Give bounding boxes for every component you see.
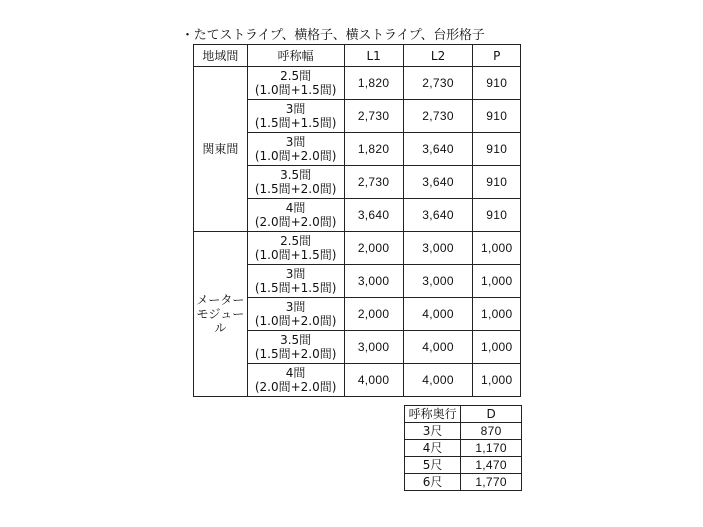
- depth-d-cell: 870: [461, 423, 522, 440]
- nominal-width: 3間: [285, 135, 306, 149]
- header-d: D: [461, 406, 522, 423]
- l2-cell: 4,000: [403, 331, 473, 364]
- nominal-depth-cell: 3尺: [405, 423, 461, 440]
- region-label: モジュール: [196, 307, 245, 335]
- l1-cell: 2,730: [344, 166, 403, 199]
- depth-table: [404, 405, 522, 491]
- l2-cell: 3,640: [403, 199, 473, 232]
- nominal-width-cell: [247, 133, 344, 166]
- header-region: 地域間: [194, 45, 248, 67]
- nominal-width: 3間: [285, 300, 306, 314]
- table-row: [194, 232, 521, 265]
- header-nominal-width: 呼称幅: [247, 45, 344, 67]
- nominal-depth-cell: 6尺: [405, 474, 461, 491]
- l1-cell: 2,000: [344, 298, 403, 331]
- nominal-width: 2.5間: [280, 234, 312, 248]
- region-label: メーター: [196, 293, 245, 307]
- header-l2: L2: [403, 45, 473, 67]
- width-breakdown: (1.5間+2.0間): [254, 182, 337, 196]
- p-cell: 1,000: [473, 298, 521, 331]
- dimension-table: [193, 44, 521, 397]
- nominal-width-cell: [247, 100, 344, 133]
- width-breakdown: (1.5間+1.5間): [254, 116, 337, 130]
- depth-row: [405, 423, 522, 440]
- l2-cell: 3,000: [403, 265, 473, 298]
- nominal-width: 4間: [285, 366, 306, 380]
- nominal-width-cell: [247, 298, 344, 331]
- header-nominal-depth: 呼称奥行: [405, 406, 461, 423]
- nominal-width: 3.5間: [280, 333, 312, 347]
- nominal-width-cell: [247, 199, 344, 232]
- nominal-depth-cell: 4尺: [405, 440, 461, 457]
- l2-cell: 4,000: [403, 364, 473, 397]
- nominal-width-cell: [247, 67, 344, 100]
- width-breakdown: (1.5間+1.5間): [254, 281, 337, 295]
- depth-d-cell: 1,170: [461, 440, 522, 457]
- p-cell: 1,000: [473, 232, 521, 265]
- l2-cell: 3,000: [403, 232, 473, 265]
- nominal-depth-cell: 5尺: [405, 457, 461, 474]
- width-breakdown: (2.0間+2.0間): [254, 215, 337, 229]
- nominal-width: 3間: [285, 267, 306, 281]
- l2-cell: 2,730: [403, 67, 473, 100]
- nominal-width-cell: [247, 265, 344, 298]
- l2-cell: 3,640: [403, 133, 473, 166]
- width-breakdown: (1.0間+1.5間): [254, 248, 337, 262]
- depth-row: [405, 440, 522, 457]
- l1-cell: 3,640: [344, 199, 403, 232]
- l2-cell: 4,000: [403, 298, 473, 331]
- l1-cell: 2,000: [344, 232, 403, 265]
- dimension-table-body: [194, 67, 521, 397]
- l2-cell: 3,640: [403, 166, 473, 199]
- nominal-width-cell: [247, 364, 344, 397]
- width-breakdown: (1.0間+2.0間): [254, 149, 337, 163]
- l2-cell: 2,730: [403, 100, 473, 133]
- nominal-width: 4間: [285, 201, 306, 215]
- depth-header-row: [405, 406, 522, 423]
- table-header-row: [194, 45, 521, 67]
- depth-row: [405, 474, 522, 491]
- region-label: 関東間: [202, 142, 239, 156]
- p-cell: 910: [473, 166, 521, 199]
- p-cell: 910: [473, 100, 521, 133]
- depth-d-cell: 1,770: [461, 474, 522, 491]
- nominal-width: 3間: [285, 102, 306, 116]
- width-breakdown: (1.5間+2.0間): [254, 347, 337, 361]
- p-cell: 1,000: [473, 265, 521, 298]
- p-cell: 910: [473, 133, 521, 166]
- nominal-width: 2.5間: [280, 69, 312, 83]
- l1-cell: 3,000: [344, 331, 403, 364]
- p-cell: 910: [473, 67, 521, 100]
- l1-cell: 4,000: [344, 364, 403, 397]
- section-heading: ・たてストライプ、横格子、横ストライプ、台形格子: [181, 28, 485, 43]
- nominal-width-cell: [247, 331, 344, 364]
- l1-cell: 3,000: [344, 265, 403, 298]
- p-cell: 1,000: [473, 364, 521, 397]
- width-breakdown: (2.0間+2.0間): [254, 380, 337, 394]
- l1-cell: 1,820: [344, 133, 403, 166]
- region-cell: [194, 232, 248, 397]
- nominal-width-cell: [247, 232, 344, 265]
- depth-d-cell: 1,470: [461, 457, 522, 474]
- region-cell: [194, 67, 248, 232]
- header-p: P: [473, 45, 521, 67]
- depth-table-body: [405, 423, 522, 491]
- p-cell: 910: [473, 199, 521, 232]
- width-breakdown: (1.0間+2.0間): [254, 314, 337, 328]
- p-cell: 1,000: [473, 331, 521, 364]
- header-l1: L1: [344, 45, 403, 67]
- nominal-width-cell: [247, 166, 344, 199]
- table-row: [194, 67, 521, 100]
- l1-cell: 2,730: [344, 100, 403, 133]
- l1-cell: 1,820: [344, 67, 403, 100]
- depth-row: [405, 457, 522, 474]
- nominal-width: 3.5間: [280, 168, 312, 182]
- width-breakdown: (1.0間+1.5間): [254, 83, 337, 97]
